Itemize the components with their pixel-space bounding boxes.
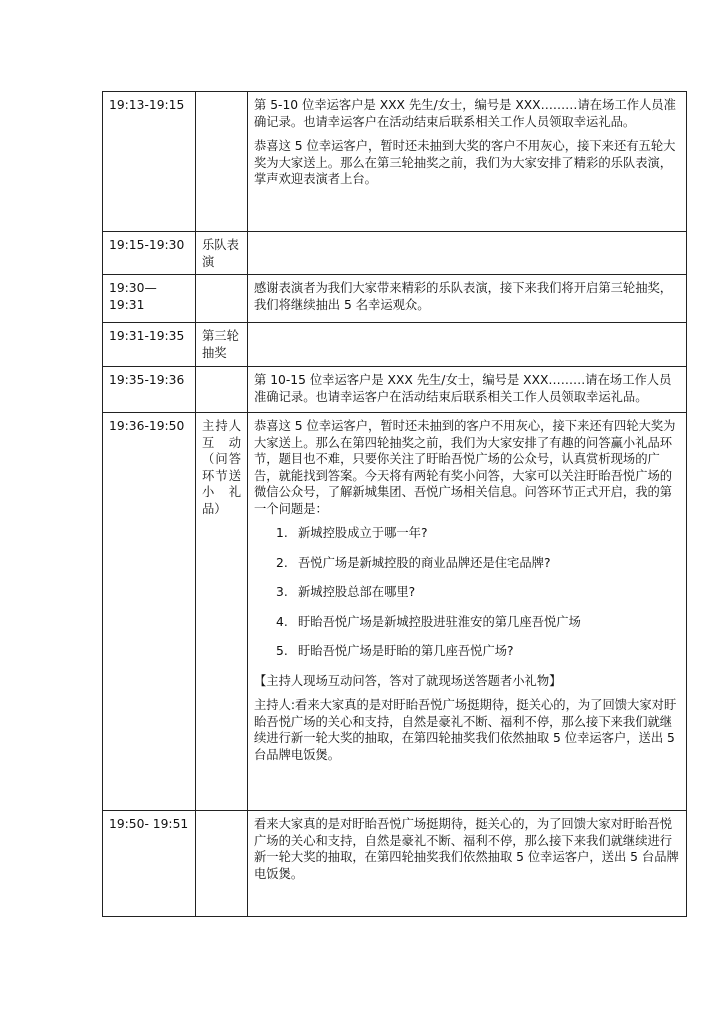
content-cell: [248, 323, 687, 367]
intro-paragraph: 恭喜这 5 位幸运客户，暂时还未抽到的客户不用灰心，接下来还有四轮大奖为大家送上。那么在第四轮抽奖之前，我们为大家安排了有趣的问答赢小礼品环节，题目也不难，只要你关注了盱眙吾悦广场的公众号，认真赏析现场的广告，就能找到答案。今天将有两轮有奖小问答，大家可以关注盱眙吾悦广场的微信公众号，了解新城集团、吾悦广场相关信息。问答环节正式开启，我的第一个问题是：: [254, 419, 676, 516]
question-list: [254, 525, 680, 660]
item-cell: 乐队表演: [196, 232, 248, 275]
closing-paragraph: 主持人:看来大家真的是对盱眙吾悦广场挺期待，挺关心的，为了回馈大家对盱眙吾悦广场的关心和支持，自然是豪礼不断、福利不停，那么接下来我们就继续进行新一轮大奖的抽取，在第四轮抽奖我们依然抽取 5 位幸运客户，送出 5 台品牌电饭煲。: [254, 698, 677, 762]
content-paragraph: 第 10-15 位幸运客户是 XXX 先生/女士，编号是 XXX………请在场工作人员准确记录。也请幸运客户在活动结束后联系相关工作人员领取幸运礼品。: [254, 373, 672, 404]
content-cell: [248, 232, 687, 275]
content-paragraph: 恭喜这 5 位幸运客户，暂时还未抽到大奖的客户不用灰心，接下来还有五轮大奖为大家送上。那么在第三轮抽奖之前，我们为大家安排了精彩的乐队表演，掌声欢迎表演者上台。: [254, 139, 676, 186]
item-cell: [196, 367, 248, 413]
list-item: 4. 盱眙吾悦广场是新城控股进驻淮安的第几座吾悦广场: [276, 614, 581, 629]
table-row: [103, 413, 687, 811]
table-row: [103, 323, 687, 367]
content-cell: [248, 811, 687, 917]
time-cell: 19:15-19:30: [103, 232, 196, 275]
content-cell: [248, 275, 687, 323]
content-paragraph: 第 5-10 位幸运客户是 XXX 先生/女士，编号是 XXX………请在场工作人员准确记录。也请幸运客户在活动结束后联系相关工作人员领取幸运礼品。: [254, 98, 676, 129]
content-cell: [248, 413, 687, 811]
table-row: [103, 275, 687, 323]
time-cell: 19:31-19:35: [103, 323, 196, 367]
content-paragraph: 感谢表演者为我们大家带来精彩的乐队表演，接下来我们将开启第三轮抽奖，我们将继续抽出 5 名幸运观众。: [254, 281, 673, 312]
list-item: 5. 盱眙吾悦广场是盱眙的第几座吾悦广场?: [276, 644, 514, 658]
item-cell: [196, 92, 248, 232]
table-row: [103, 92, 687, 232]
table-row: [103, 367, 687, 413]
time-cell: 19:13-19:15: [103, 92, 196, 232]
list-item: 2. 吾悦广场是新城控股的商业品牌还是住宅品牌?: [276, 555, 551, 570]
time-cell: 19:30—19:31: [103, 275, 196, 323]
item-cell: [196, 275, 248, 323]
table-row: [103, 811, 687, 917]
schedule-table: [102, 91, 687, 917]
host-note: 【主持人现场互动问答，答对了就现场送答题者小礼物】: [254, 673, 562, 688]
item-cell: 主持人互动（问答环节送小礼品）: [196, 413, 248, 811]
table-row: [103, 232, 687, 275]
list-item: 1. 新城控股成立于哪一年?: [276, 526, 428, 540]
list-item: 3. 新城控股总部在哪里?: [276, 585, 416, 599]
time-cell: 19:35-19:36: [103, 367, 196, 413]
time-cell: 19:50- 19:51: [103, 811, 196, 917]
content-paragraph: 看来大家真的是对盱眙吾悦广场挺期待，挺关心的，为了回馈大家对盱眙吾悦广场的关心和支持，自然是豪礼不断、福利不停，那么接下来我们就继续进行新一轮大奖的抽取，在第四轮抽奖我们依然抽取 5 位幸运客户，送出 5 台品牌电饭煲。: [254, 817, 679, 881]
item-cell: [196, 811, 248, 917]
time-cell: 19:36-19:50: [103, 413, 196, 811]
content-cell: [248, 367, 687, 413]
content-cell: [248, 92, 687, 232]
item-cell: 第三轮抽奖: [196, 323, 248, 367]
